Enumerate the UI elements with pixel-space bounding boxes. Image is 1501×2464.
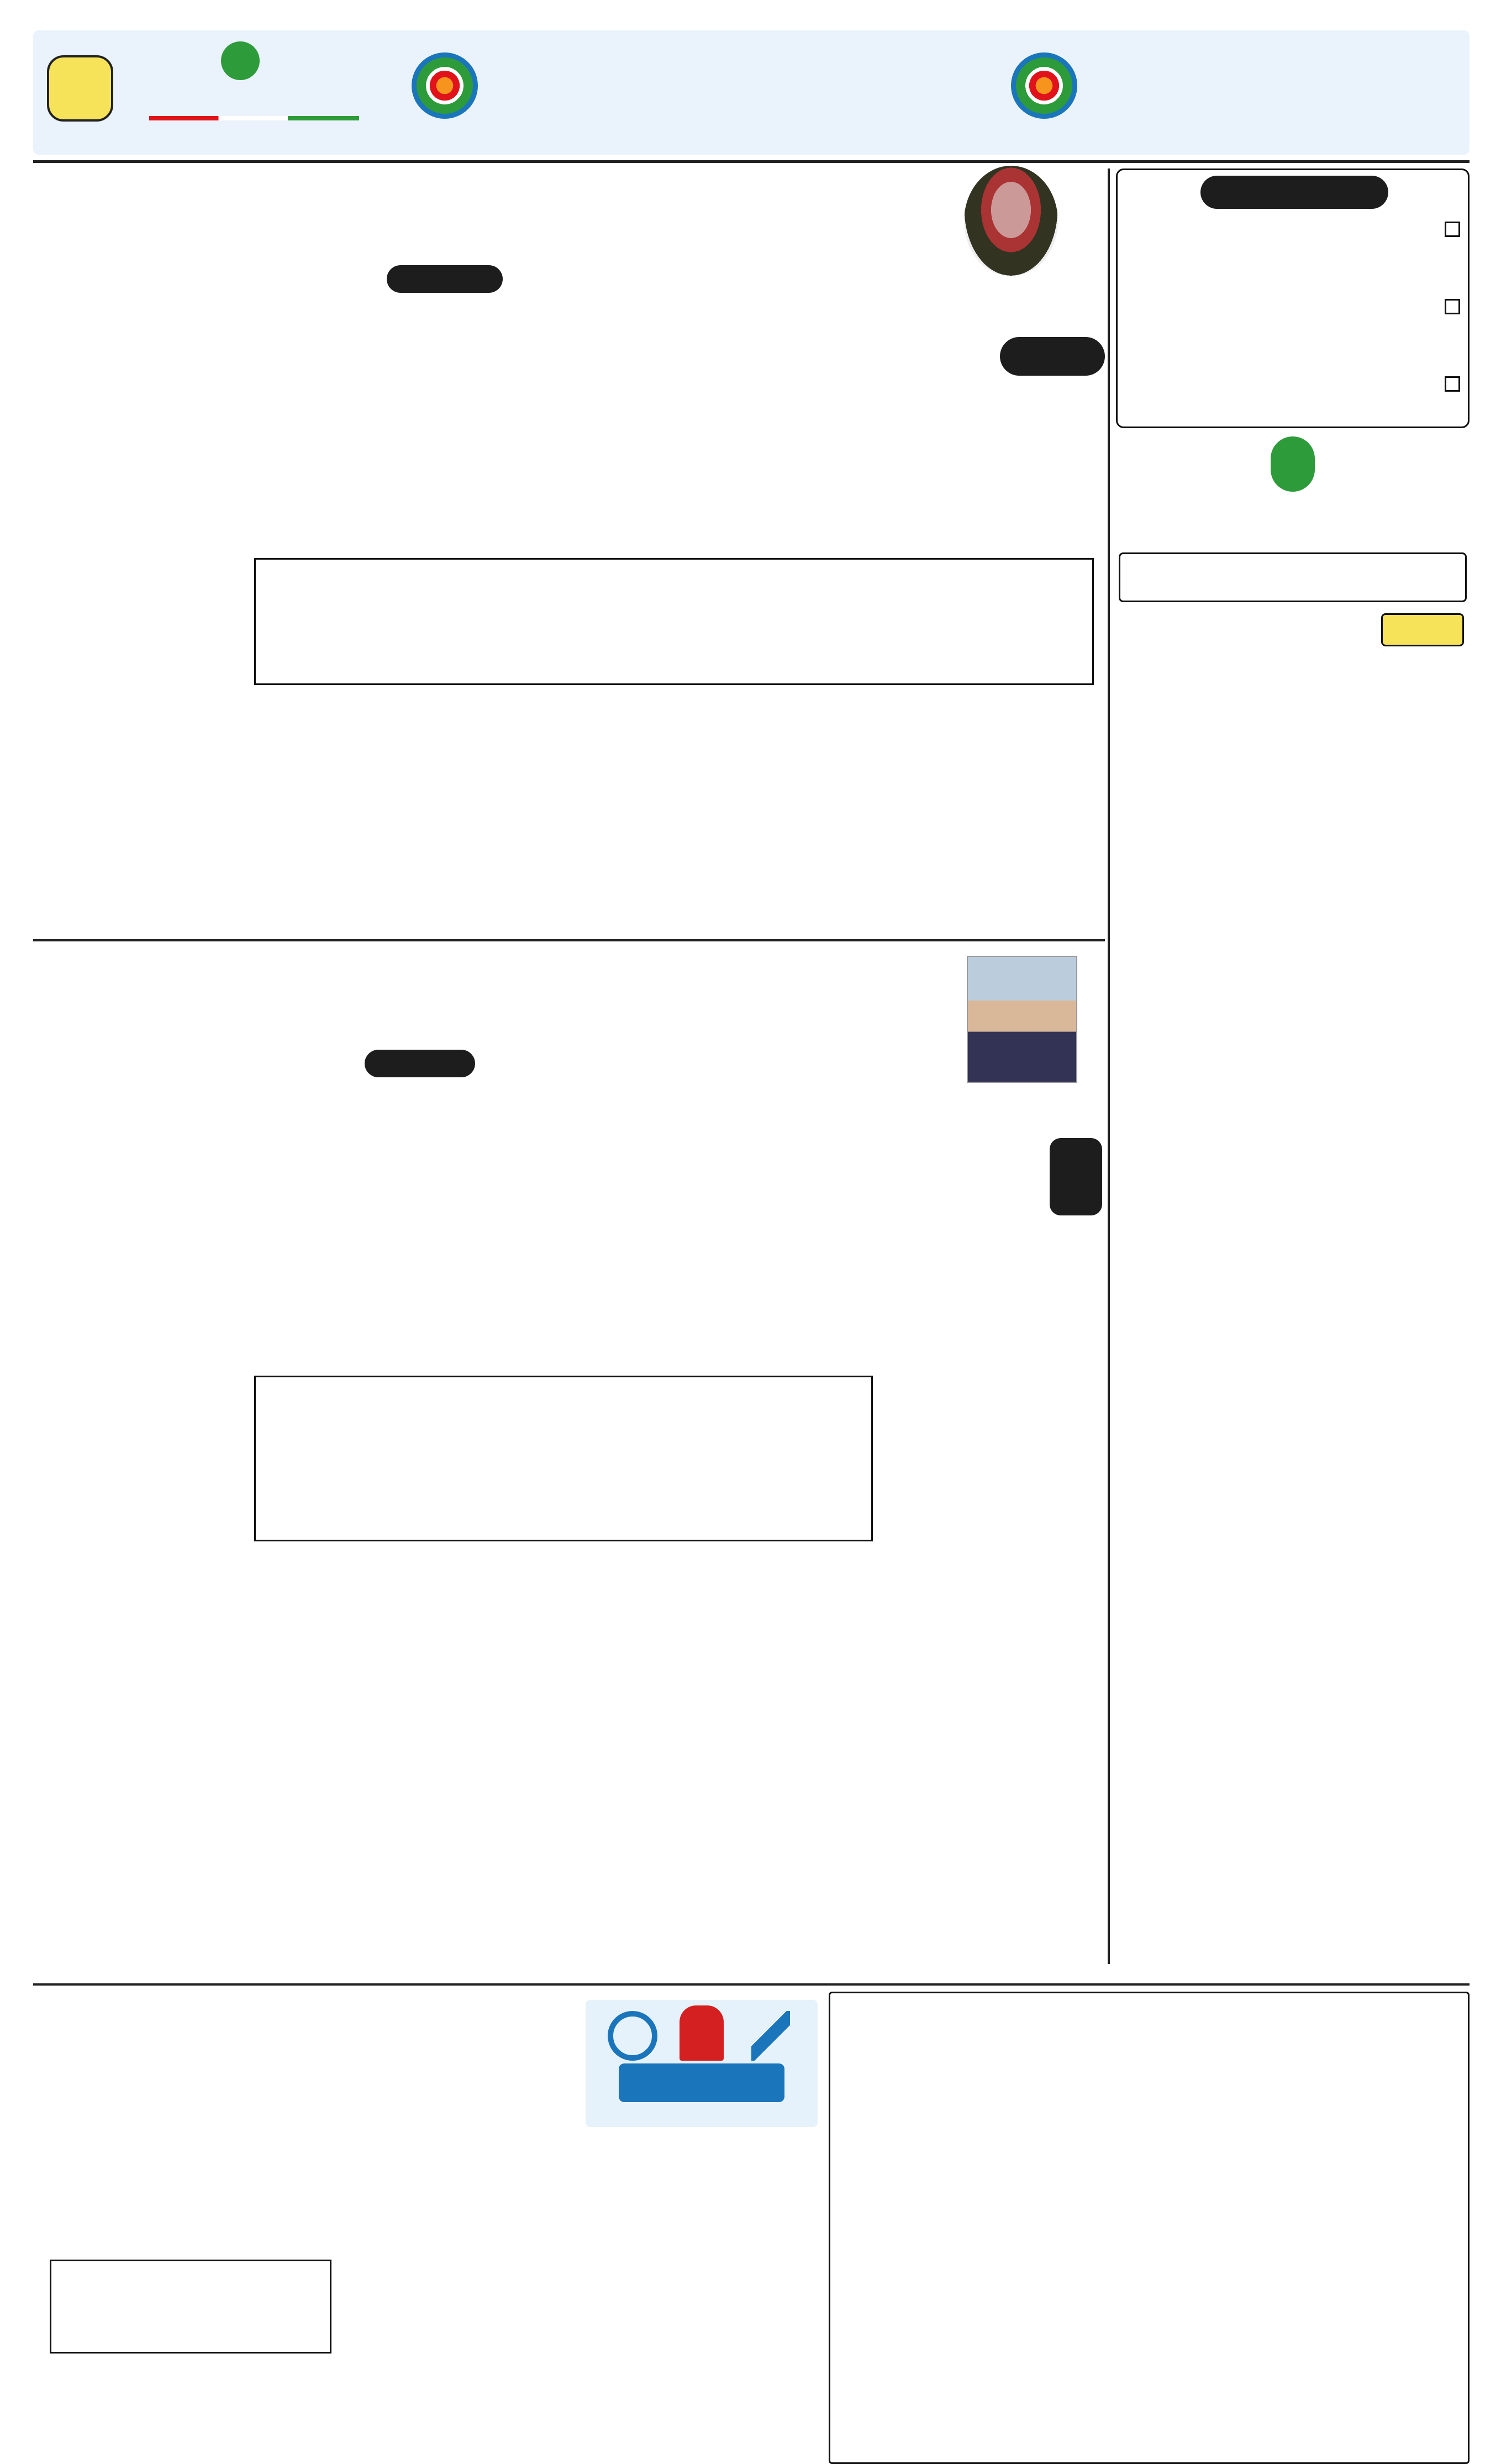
section-title <box>1099 44 1453 138</box>
header-rule <box>33 160 1470 163</box>
lead-column-3 <box>260 298 420 552</box>
letters-column-4 <box>50 2359 331 2464</box>
lead-lower-column-3 <box>470 691 657 934</box>
ie-browser-icon <box>608 2011 657 2061</box>
bottom-body-right <box>1155 2050 1458 2458</box>
sidebar-logo <box>1121 436 1464 552</box>
postbox-icon <box>680 2005 724 2061</box>
lead-lower-column-1 <box>878 691 1099 934</box>
sidebar-logo-badge <box>1271 436 1315 492</box>
page-number-badge <box>47 55 113 122</box>
bottom-body-left <box>840 2000 1144 2409</box>
lead-column-2 <box>668 265 854 552</box>
lead-bottom-rule <box>33 939 1105 941</box>
letters-column-3 <box>50 1992 331 2229</box>
sidebar-divider <box>1108 169 1110 1964</box>
second-column-5 <box>44 1039 249 1972</box>
second-headline <box>44 950 950 1039</box>
lead-tag <box>1000 337 1105 376</box>
sidebar-body <box>1119 613 1467 1801</box>
sidebar-logo-text <box>1155 486 1431 525</box>
quote-item <box>1129 375 1460 424</box>
lead-column-1 <box>862 326 994 558</box>
quote-item <box>1129 220 1460 292</box>
second-lower-column-3 <box>260 1552 459 1972</box>
second-column-2 <box>674 1039 867 1365</box>
header-ornament-right <box>1011 52 1077 119</box>
author-photo <box>964 166 1058 276</box>
header-ornament-left <box>412 52 478 119</box>
second-column-4 <box>260 1083 475 1365</box>
quote-checkbox-icon <box>1445 376 1460 392</box>
quotes-title <box>1200 176 1388 209</box>
sidebar-headline <box>1119 552 1467 602</box>
letters-column-2 <box>343 1992 575 2464</box>
second-analysis-tag <box>365 1050 475 1077</box>
letters-note <box>50 2260 331 2354</box>
second-pull-quote <box>254 1376 873 1541</box>
quote-item <box>1129 297 1460 369</box>
analysis-tag <box>387 265 503 293</box>
bottom-headline <box>1166 2003 1458 2047</box>
second-lower-column-1 <box>674 1552 867 1972</box>
lead-headline <box>182 171 967 260</box>
quote-checkbox-icon <box>1445 222 1460 237</box>
lead-lower-column-2 <box>668 691 867 934</box>
lead-lower-column-4 <box>260 691 459 934</box>
letters-column-1 <box>586 2133 818 2464</box>
logo-stripe <box>149 116 359 120</box>
quotes-box <box>1116 169 1470 428</box>
second-lower-column-2 <box>470 1552 663 1972</box>
second-column-3 <box>486 1039 663 1365</box>
second-tag <box>1050 1138 1102 1215</box>
second-column-1 <box>878 1215 1099 1978</box>
letters-title <box>619 2063 784 2102</box>
quote-checkbox-icon <box>1445 299 1460 314</box>
lead-column-4 <box>44 265 249 917</box>
lead-column-3b <box>436 298 657 552</box>
second-bottom-rule <box>33 1983 1470 1986</box>
quill-icon <box>751 2011 790 2061</box>
logo-text <box>138 72 370 116</box>
second-author-photo <box>967 956 1077 1083</box>
lead-pull-quote <box>254 558 1094 685</box>
masthead-logo <box>138 41 370 135</box>
letters-banner <box>586 2000 818 2127</box>
